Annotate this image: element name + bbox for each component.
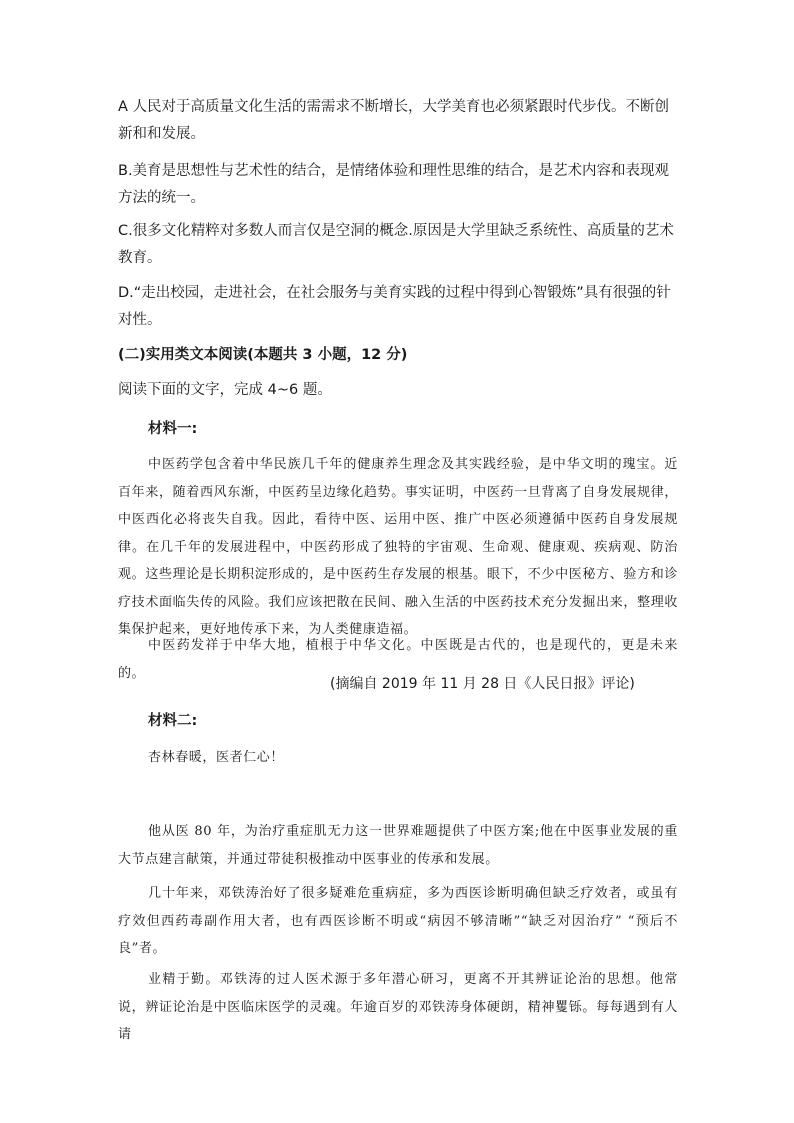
option-c: C.很多文化精粹对多数人而言仅是空洞的概念.原因是大学里缺乏系统性、高质量的艺术教育。 xyxy=(118,223,674,266)
section-title: (二)实用类文本阅读(本题共 3 小题，12 分) xyxy=(118,347,408,363)
material-2-heading: 材料二: xyxy=(148,713,198,729)
material-2-paragraph: 几十年来，邓铁涛治好了很多疑难危重病症，多为西医诊断明确但缺乏疗效者，或虽有疗效但西药毒副作用大者，也有西医诊断不明或“病因不够清晰”“缺乏对因治疗” “预后不良”者。 xyxy=(118,886,678,956)
option-b: B.美育是思想性与艺术性的结合，是情绪体验和理性思维的结合，是艺术内容和表现观方法的统一。 xyxy=(118,163,670,206)
material-1-paragraph: 中医药发祥于中华大地，植根于中华文化。中医既是古代的，也是现代的，更是未来的。 xyxy=(118,638,678,681)
option-a: A 人民对于高质量文化生活的需需求不断增长，大学美育也必须紧跟时代步伐。不断创新和和发展。 xyxy=(118,99,670,142)
material-1-source: (摘编自 2019 年 11 月 28 日《人民日报》评论) xyxy=(330,676,635,692)
material-2-paragraph: 业精于勤。邓铁涛的过人医术源于多年潜心研习，更离不开其辨证论治的思想。他常说，辨证论治是中医临床医学的灵魂。年逾百岁的邓铁涛身体硬朗，精神矍铄。每每遇到有人请 xyxy=(118,972,678,1042)
reading-instruction: 阅读下面的文字，完成 4~6 题。 xyxy=(118,382,332,398)
material-2-paragraph: 他从医 80 年，为治疗重症肌无力这一世界难题提供了中医方案;他在中医事业发展的重大节点建言献策，并通过带徒积极推动中医事业的传承和发展。 xyxy=(118,824,678,867)
material-2-opening: 杏林春暖，医者仁心！ xyxy=(148,750,285,765)
material-1-paragraph: 中医药学包含着中华民族几千年的健康养生理念及其实践经验，是中华文明的瑰宝。近百年来，随着西风东渐，中医药呈边缘化趋势。事实证明，中医药一旦背离了自身发展规律，中医西化必将丧失自我。因此，看待中医、运用中医、推广中医必须遵循中医药自身发展规律。在几千年的发展进程中，中医药形成了独特的宇宙观、生命观、健康观、疾病观、防治观。这些理论是长期积淀形成的，是中医药生存发展的根基。眼下，不少中医秘方、验方和诊疗技术面临失传的风险。我们应该把散在民间、融入生活的中医药技术充分发掘出来，整理收集保护起来，更好地传承下来，为人类健康造福。 xyxy=(118,457,678,637)
option-d: D.“走出校园，走进社会，在社会服务与美育实践的过程中得到心智锻炼”具有很强的针对性。 xyxy=(118,285,671,328)
material-1-heading: 材料一: xyxy=(148,421,198,437)
